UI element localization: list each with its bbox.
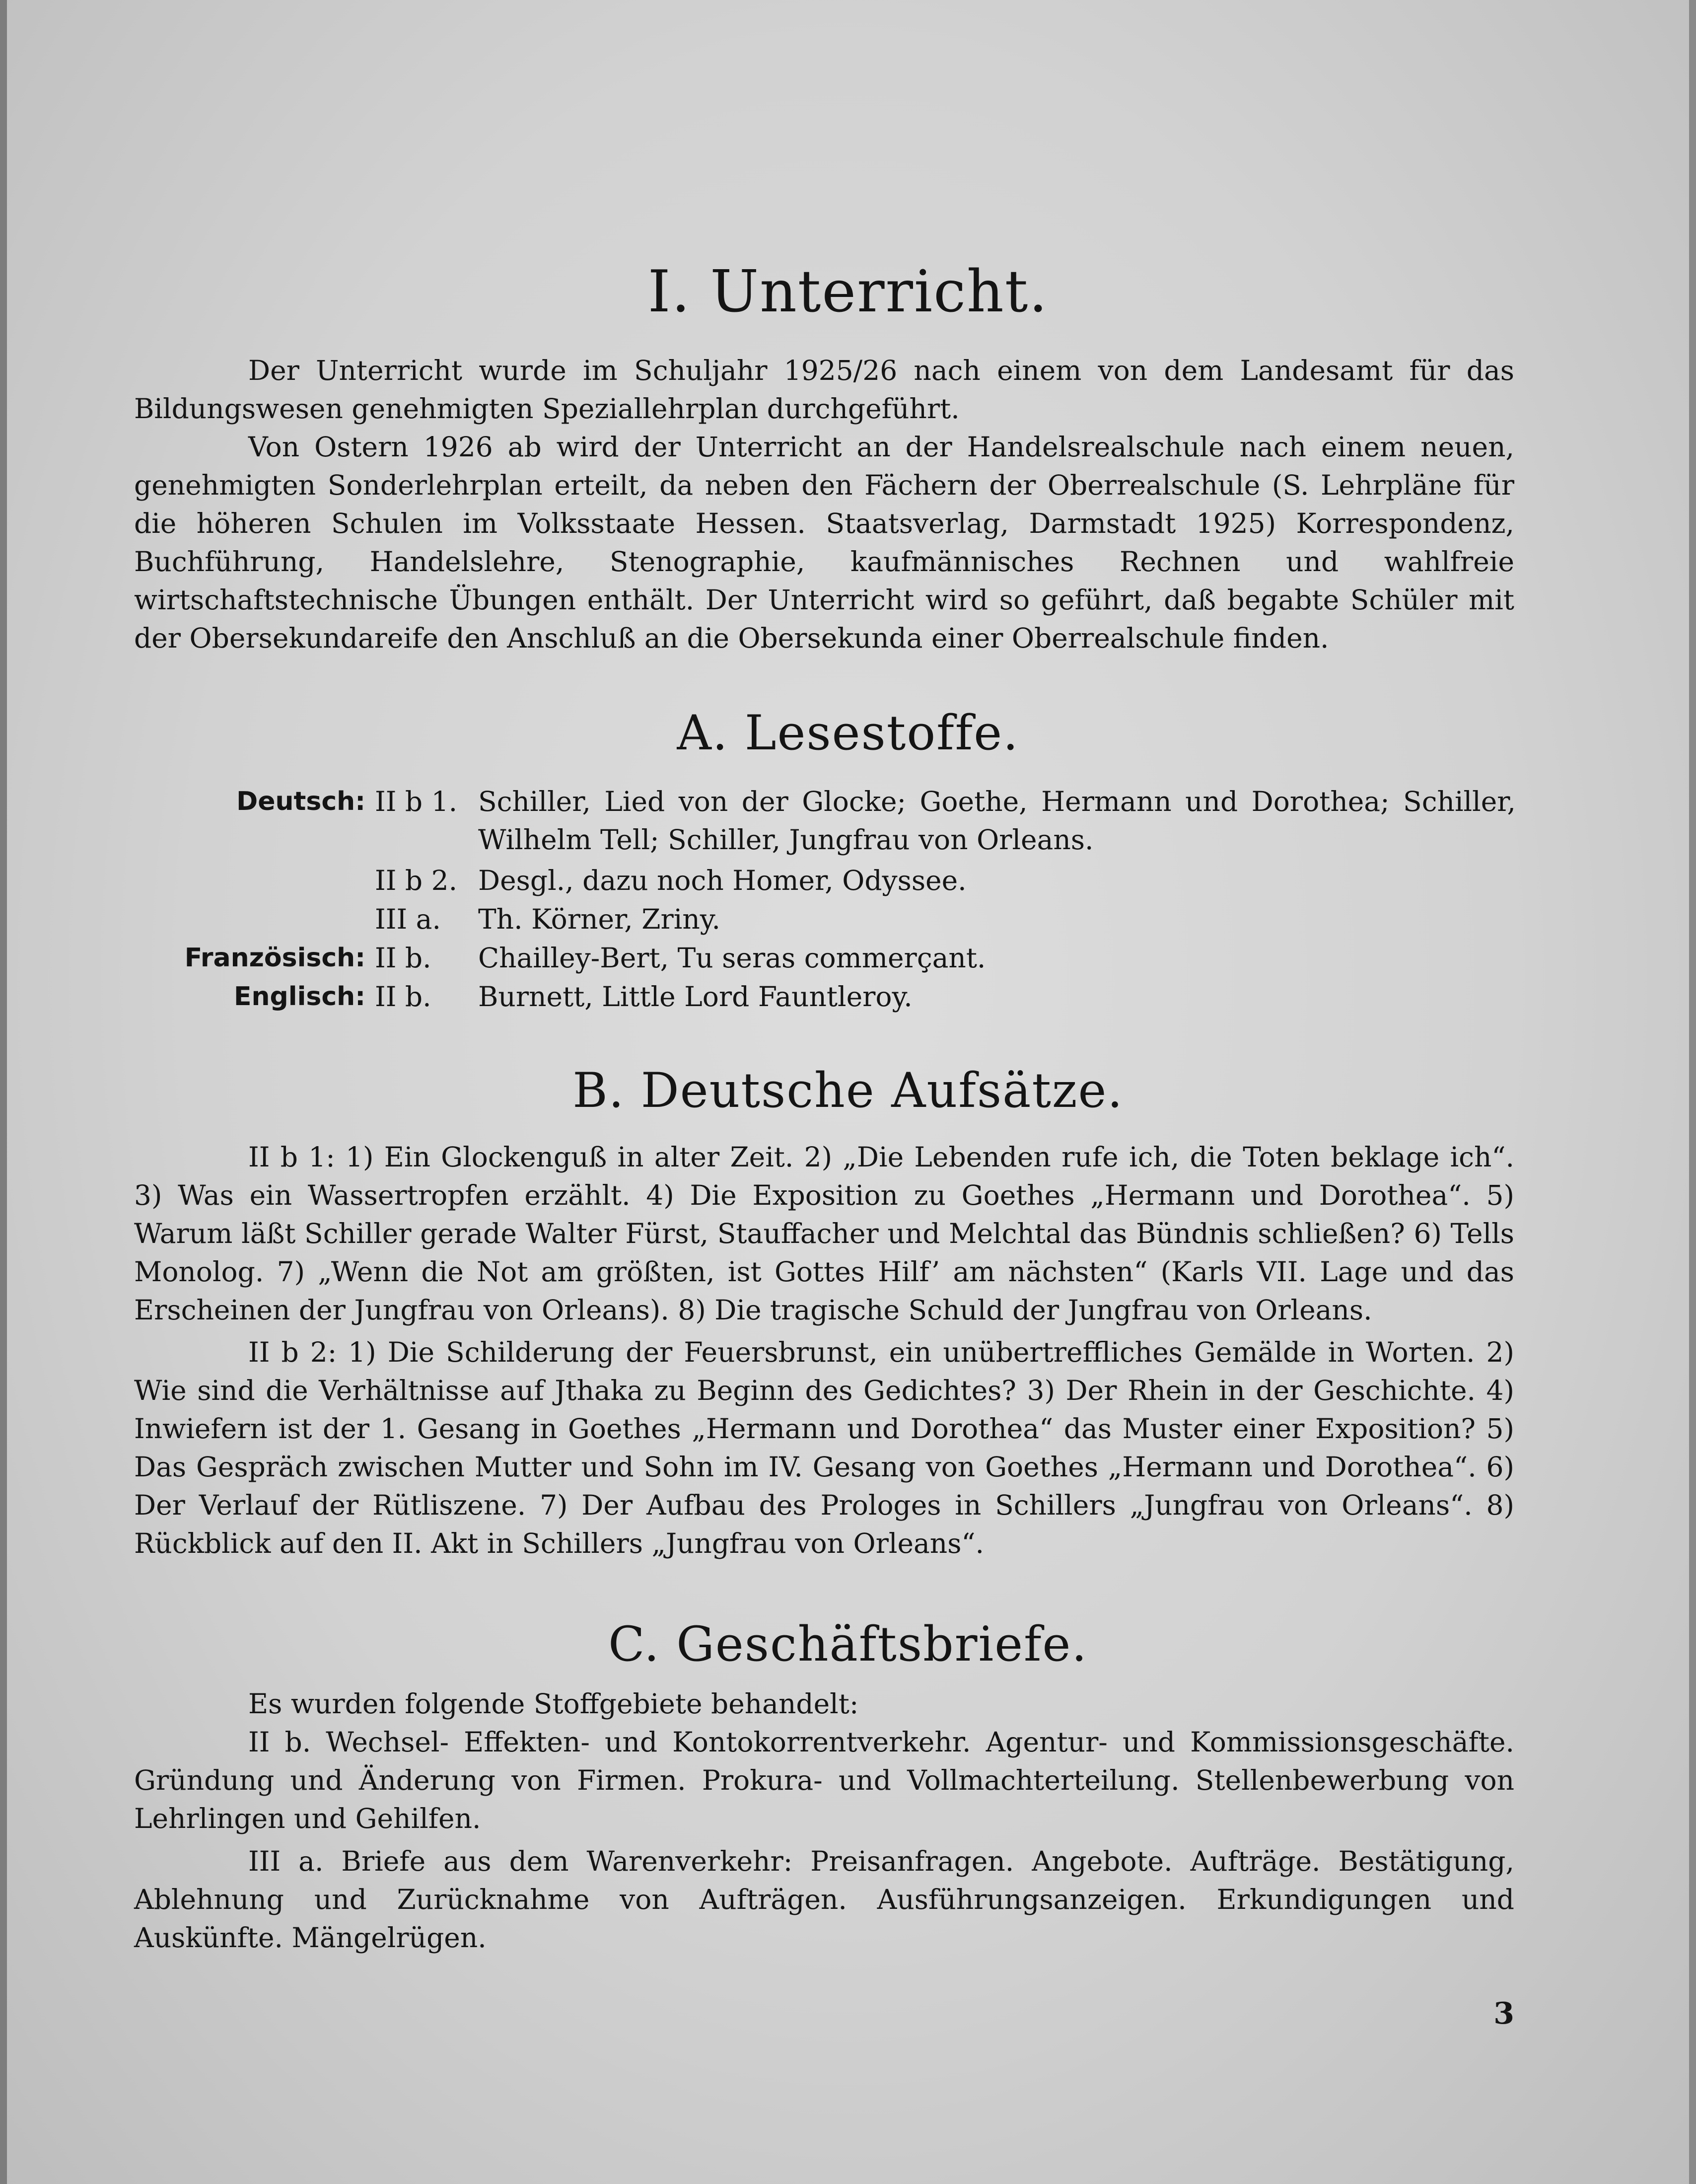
paragraph-stoffgebiete: Es wurden folgende Stoffgebiete behandelt: — [248, 1688, 859, 1720]
paragraph-essays-iib1: II b 1: 1) Ein Glockenguß in alter Zeit. 2) „Die Lebenden rufe ich, die Toten beklage ich“. 3) Was ein Wassertropfen erzählt. 4) Die Exposition zu Goethes „Hermann und Dorothea“. 5) Warum läßt Schiller gerade Walter Fürst, Stauffacher und Melchtal das Bündnis schließen? 6) Tells Monolog. 7) „Wenn die Not am größten, ist Gottes Hilf’ am nächsten“ (Karls VII. Lage und das Erscheinen der Jungfrau von Orleans). 8) Die tragische Schuld der Jungfrau von Orleans. — [134, 1141, 1514, 1326]
reading-class: II b. — [375, 981, 431, 1013]
reading-row — [0, 862, 1696, 901]
reading-works: Th. Körner, Zriny. — [478, 903, 721, 935]
reading-works: Desgl., dazu noch Homer, Odyssee. — [478, 865, 967, 896]
reading-row — [0, 900, 1696, 940]
reading-class: III a. — [375, 903, 441, 935]
reading-works: Schiller, Lied von der Glocke; Goethe, Hermann und Dorothea; Schiller, Wilhelm Tell; Schiller, Jungfrau von Orleans. — [478, 786, 1516, 856]
section-title-unterricht: I. Unterricht. — [647, 258, 1049, 325]
reading-language: Deutsch: — [236, 787, 365, 816]
reading-row — [0, 978, 1696, 1018]
section-title-lesestoffe: A. Lesestoffe. — [677, 705, 1019, 761]
paragraph-essays-iib2: II b 2: 1) Die Schilderung der Feuersbrunst, ein unübertreffliches Gemälde in Worten. 2) Wie sind die Verhältnisse auf Jthaka zu Beginn des Gedichtes? 3) Der Rhein in der Geschichte. 4) Inwiefern ist der 1. Gesang in Goethes „Hermann und Dorothea“ das Muster einer Exposition? 5) Das Gespräch zwischen Mutter und Sohn im IV. Gesang von Goethes „Hermann und Dorothea“. 6) Der Verlauf der Rütliszene. 7) Der Aufbau des Prologes in Schillers „Jungfrau von Orleans“. 8) Rückblick auf den II. Akt in Schillers „Jungfrau von Orleans“. — [134, 1336, 1514, 1559]
paragraph-letters-iiia: III a. Briefe aus dem Warenverkehr: Preisanfragen. Angebote. Aufträge. Bestätigung, Ablehnung und Zurücknahme von Aufträgen. Ausführungsanzeigen. Erkundigungen und Auskünfte. Mängelrügen. — [134, 1845, 1514, 1954]
paragraph-schuljahr: Der Unterricht wurde im Schuljahr 1925/26 nach einem von dem Landesamt für das Bildungswesen genehmigten Speziallehrplan durchgeführt. — [134, 355, 1514, 425]
reading-works: Burnett, Little Lord Fauntleroy. — [478, 981, 913, 1013]
section-title-geschaeftsbriefe: C. Geschäftsbriefe. — [608, 1616, 1088, 1672]
reading-language: Englisch: — [233, 982, 365, 1012]
reading-language: Französisch: — [184, 943, 365, 973]
section-title-aufsaetze: B. Deutsche Aufsätze. — [572, 1063, 1124, 1118]
reading-class: II b. — [375, 942, 431, 974]
page-number: 3 — [1493, 1996, 1514, 2031]
reading-works: Chailley-Bert, Tu seras commerçant. — [478, 942, 986, 974]
reading-class: II b 2. — [375, 865, 458, 896]
reading-row — [0, 939, 1696, 979]
reading-class: II b 1. — [375, 786, 458, 817]
reading-row — [0, 783, 1696, 856]
paragraph-letters-iib: II b. Wechsel- Effekten- und Kontokorrentverkehr. Agentur- und Kommissionsgeschäfte. Gründung und Änderung von Firmen. Prokura- und Vollmachterteilung. Stellenbewerbung von Lehrlingen und Gehilfen. — [134, 1726, 1514, 1834]
paragraph-ostern: Von Ostern 1926 ab wird der Unterricht an der Handelsrealschule nach einem neuen, genehmigten Sonderlehrplan erteilt, da neben den Fächern der Oberrealschule (S. Lehrpläne für die höheren Schulen im Volksstaate Hessen. Staatsverlag, Darmstadt 1925) Korrespondenz, Buchführung, Handelslehre, Stenographie, kaufmännisches Rechnen und wahlfreie wirtschaftstechnische Übungen enthält. Der Unterricht wird so geführt, daß begabte Schüler mit der Obersekundareife den Anschluß an die Obersekunda einer Oberrealschule finden. — [134, 431, 1514, 654]
